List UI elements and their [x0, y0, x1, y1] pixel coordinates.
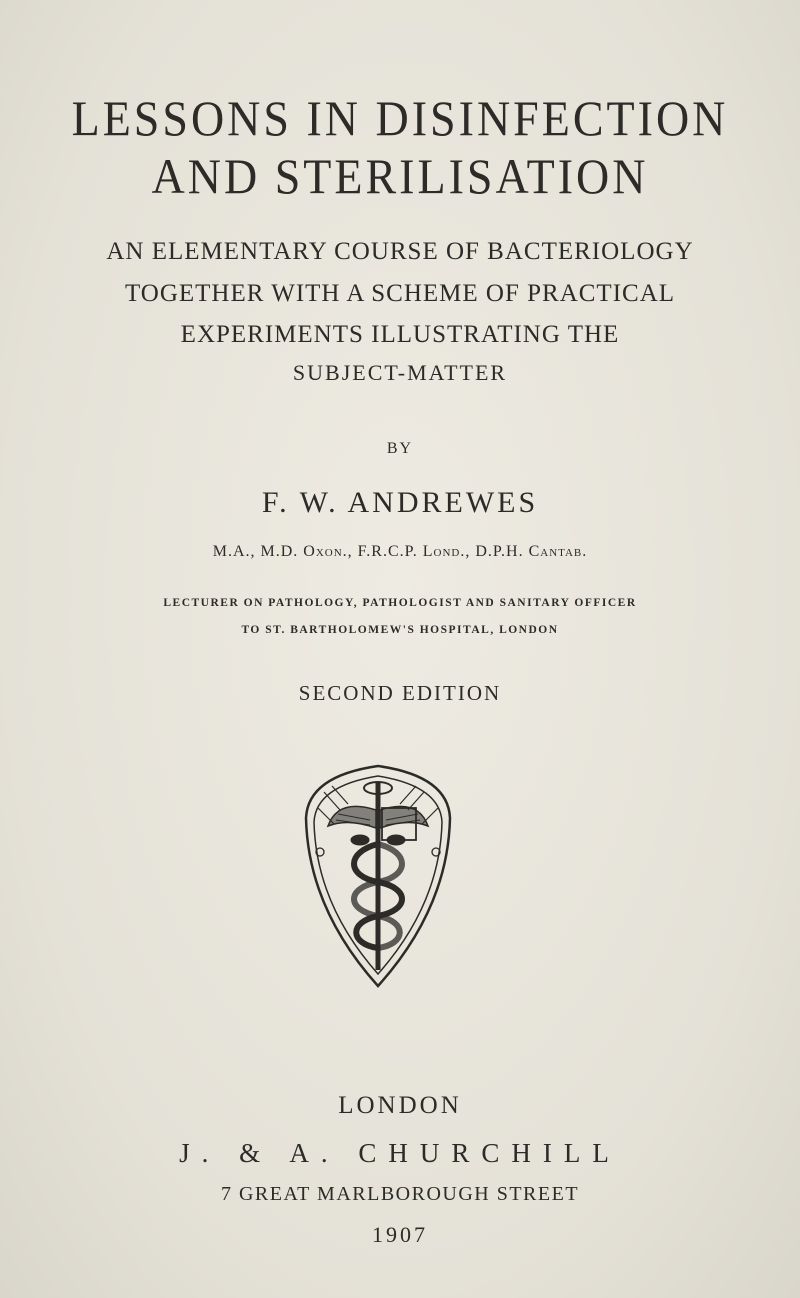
imprint-street: 7 GREAT MARLBOROUGH STREET [220, 1183, 580, 1205]
publisher-caduceus-emblem-icon [298, 748, 458, 993]
author-position-line-1: LECTURER ON PATHOLOGY, PATHOLOGIST AND SANITARY OFFICER [163, 597, 637, 609]
subtitle-line-3: EXPERIMENTS ILLUSTRATING THE [180, 321, 620, 348]
title-line-1: LESSONS IN DISINFECTION [71, 90, 729, 147]
author-qualifications: M.A., M.D. Oxon., F.R.C.P. Lond., D.P.H. Cantab. [212, 543, 588, 560]
subtitle-line-1: AN ELEMENTARY COURSE OF BACTERIOLOGY [106, 238, 694, 265]
by-label: BY [386, 440, 414, 457]
imprint-publisher: J. & A. CHURCHILL [179, 1138, 621, 1168]
title-line-2: AND STERILISATION [151, 148, 649, 205]
imprint-city: LONDON [338, 1092, 462, 1119]
author-position-line-2: TO ST. BARTHOLOMEW'S HOSPITAL, LONDON [241, 624, 559, 636]
subtitle-line-4: SUBJECT-MATTER [292, 360, 508, 385]
author-name: F. W. ANDREWES [261, 486, 539, 519]
imprint-year: 1907 [372, 1222, 428, 1247]
subtitle-line-2: TOGETHER WITH A SCHEME OF PRACTICAL [124, 280, 676, 307]
edition-label: SECOND EDITION [298, 681, 502, 705]
